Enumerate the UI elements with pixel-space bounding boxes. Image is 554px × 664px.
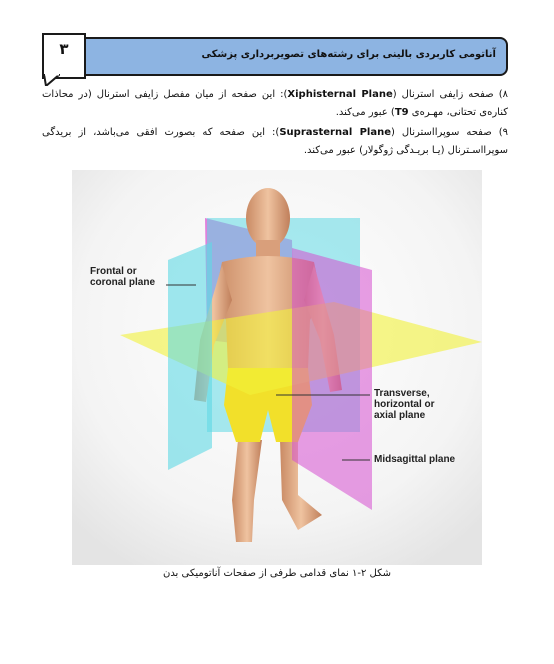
anatomical-planes-illustration xyxy=(72,170,482,565)
para-suffix: ) عبور می‌کند. xyxy=(335,107,395,118)
transverse-plane-label: Transverse, horizontal or axial plane xyxy=(374,388,435,421)
frontal-plane-front xyxy=(168,242,212,470)
chapter-header-bar xyxy=(42,37,508,76)
para-prefix: ۸) صفحه زایفی استرنال ( xyxy=(392,89,508,100)
para-term: Xiphisternal Plane xyxy=(287,89,393,100)
para-term-vertebra: T9 xyxy=(394,107,409,118)
para-text: ): این صفحه از میان مفصل زایفی استرنال (در محاذات کناره‌ی تحتانی، مهـره‌ی xyxy=(42,89,508,118)
page-number-tail-icon xyxy=(44,74,60,86)
para-term: Suprasternal Plane xyxy=(279,127,391,138)
midsagittal-plane-label: Midsagittal plane xyxy=(374,454,456,465)
paragraph-suprasternal xyxy=(42,124,508,160)
figure-caption: شکل ۲-۱ نمای قدامی طرفی از صفحات آناتومیکی بدن xyxy=(162,568,392,579)
paragraph-xiphisternal xyxy=(42,86,508,122)
page-number: ۳ xyxy=(59,40,69,58)
para-prefix: ۹) صفحه سوپرااسترنال ( xyxy=(390,127,509,138)
chapter-title: آناتومی کاربردی بالینی برای رشته‌های تصویربرداری پزشکی xyxy=(201,49,496,60)
anatomical-planes-figure xyxy=(72,170,482,565)
frontal-plane-label: Frontal or coronal plane xyxy=(90,266,156,288)
para-text: ): این صفحه که بصورت افقی می‌باشد، از بریدگی سوپرااسـترنال (یـا بریـدگی ژوگولار) عبور می‌کند. xyxy=(42,127,508,156)
